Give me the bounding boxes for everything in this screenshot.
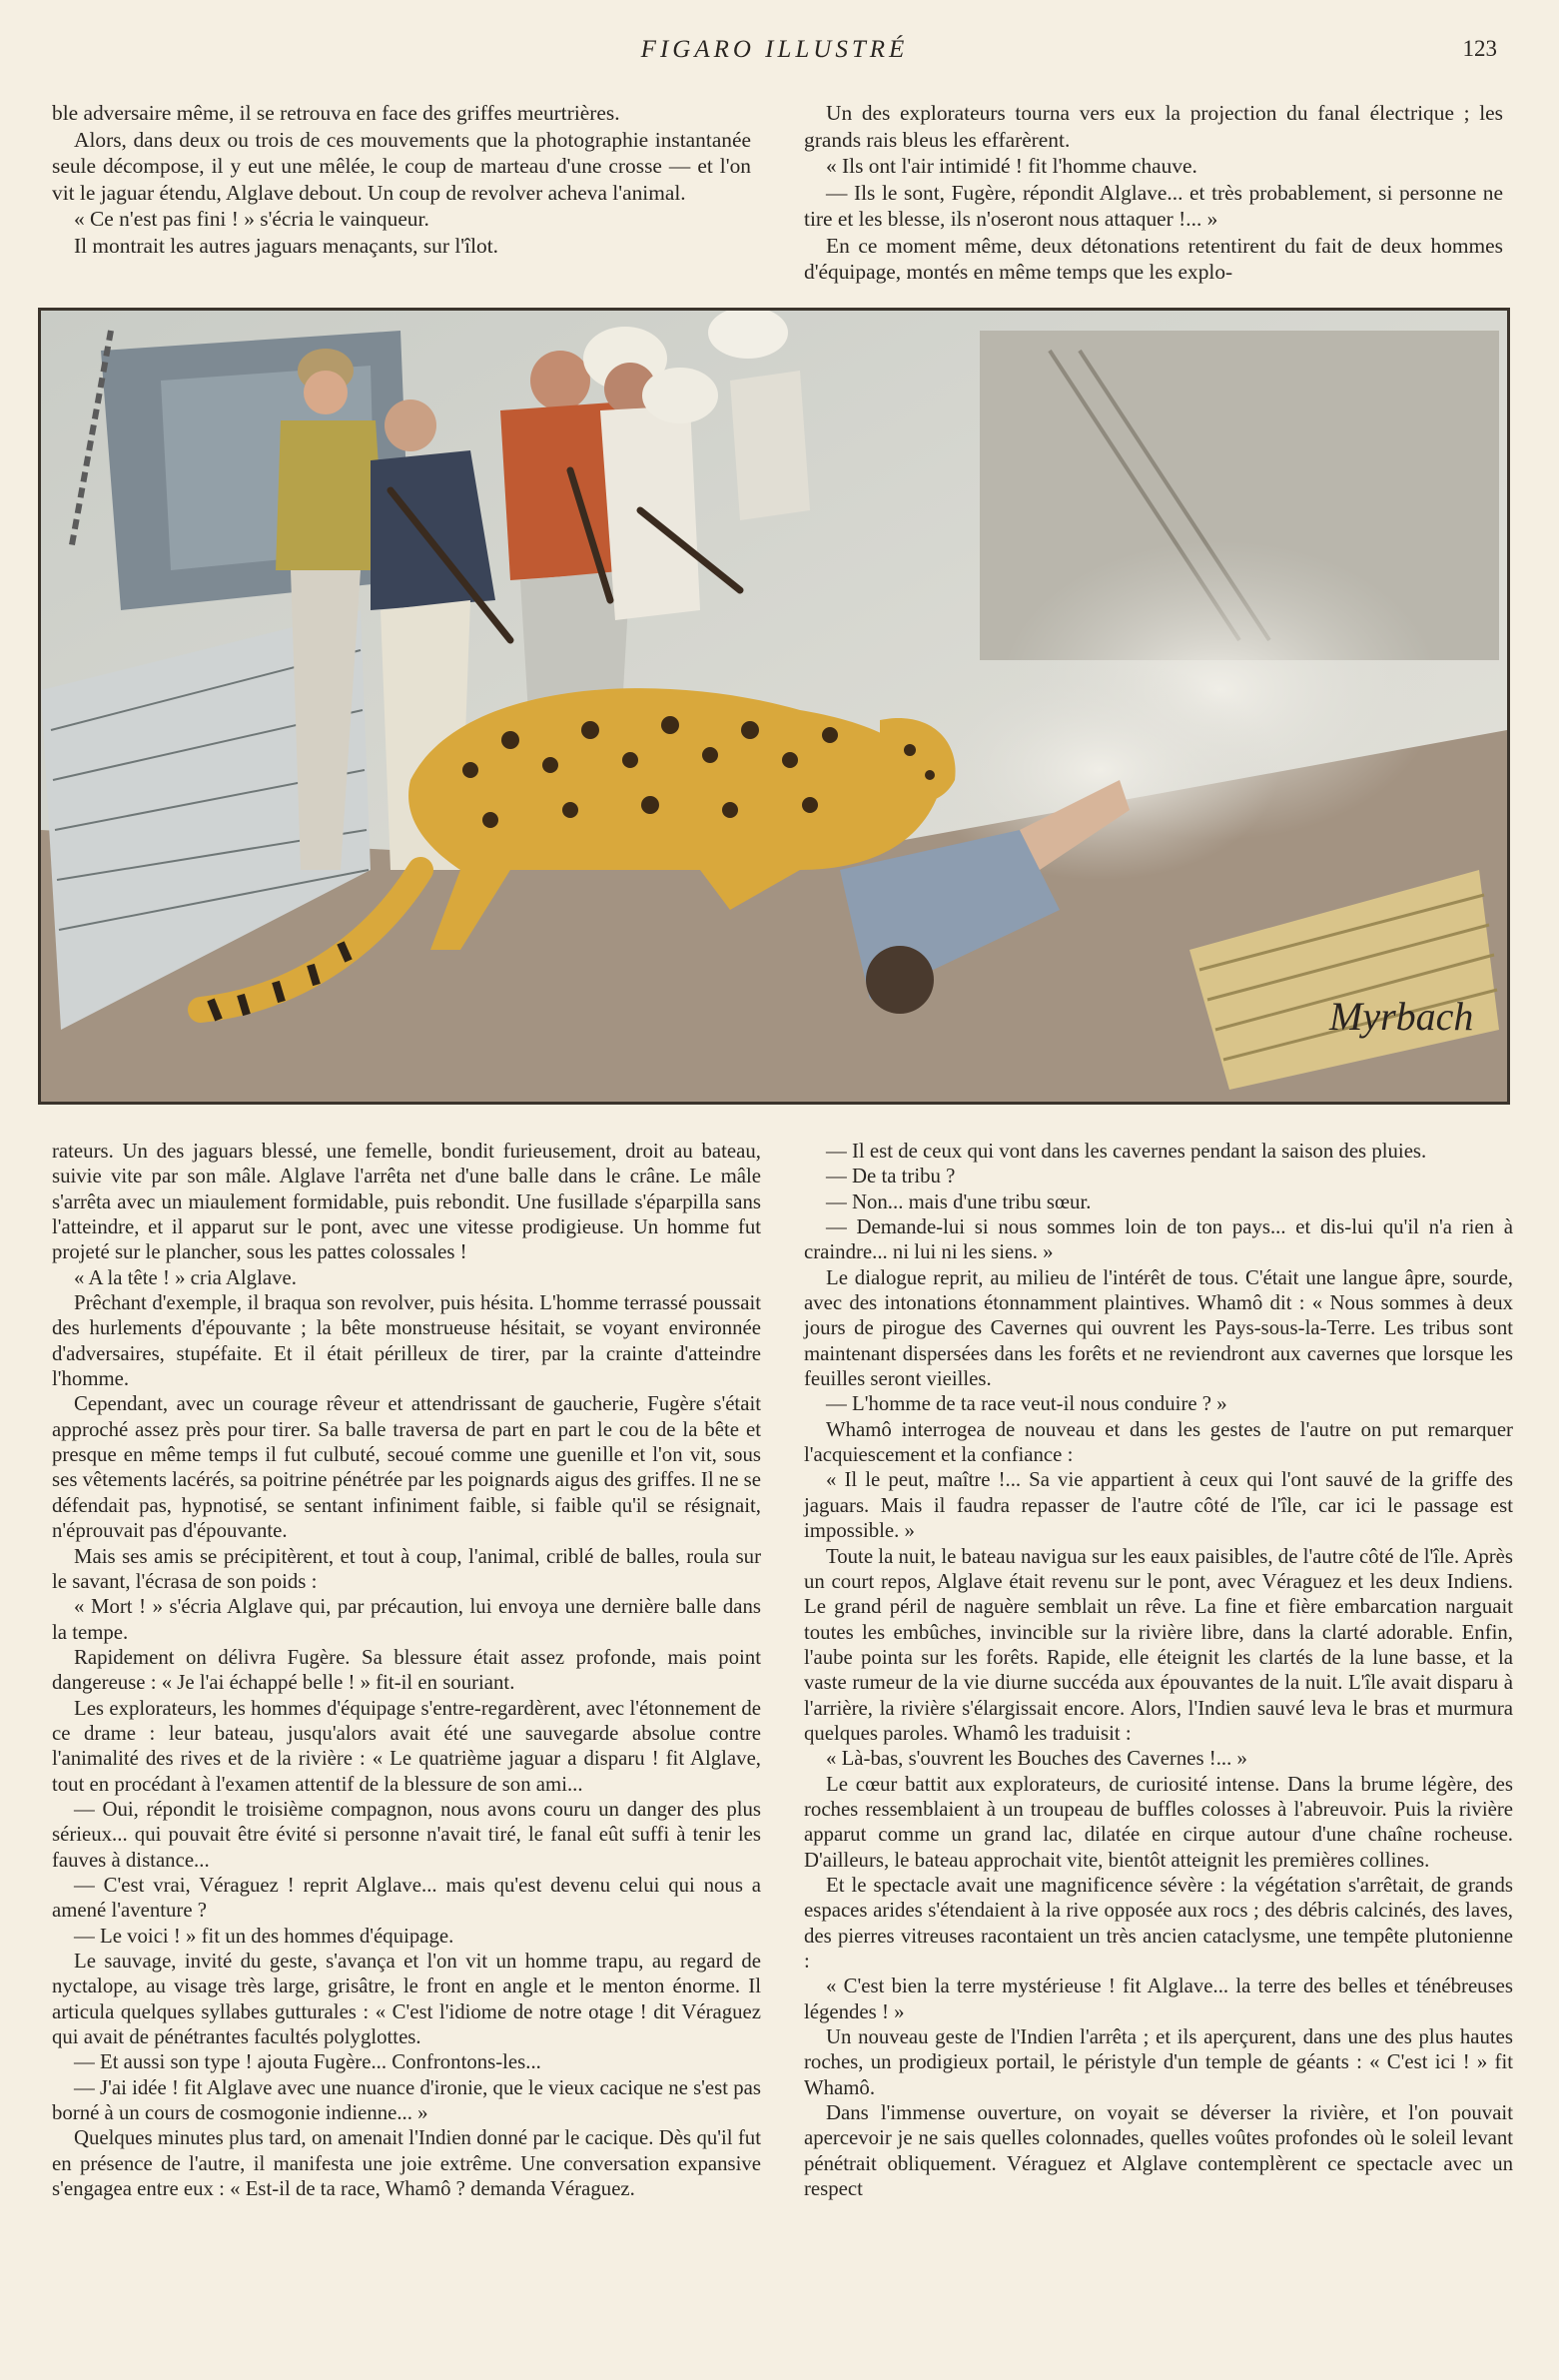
illustration-signature: Myrbach — [1329, 994, 1474, 1039]
paragraph: — J'ai idée ! fit Alglave avec une nuance d'ironie, que le vieux cacique ne s'est pas borné à un cours de cosmogonie indienne... » — [52, 2075, 761, 2125]
paragraph: — Ils le sont, Fugère, répondit Alglave... et très probablement, si personne ne tire et les blesse, ils n'oseront nous attaquer !... » — [804, 180, 1503, 231]
page-header — [52, 30, 1497, 70]
paragraph: « Là-bas, s'ouvrent les Bouches des Cavernes !... » — [826, 1747, 1247, 1771]
paragraph: Et le spectacle avait une magnificence sévère : la végétation s'arrêtait, de grands espaces arides s'étendaient à la rive opposée aux rocs ; des débris calcinés, des laves, des pierres vitreuses racontaient un très ancien cataclysme, une tempête plutonienne : — [804, 1873, 1513, 1973]
paragraph: rateurs. Un des jaguars blessé, une femelle, bondit furieusement, droit au bateau, suivie vite par son mâle. Alglave l'arrêta net d'une balle dans le crâne. Le mâle s'arrêta avec un miaulement formidable, puis rebondit. Une fusillade s'éparpilla sans l'atteindre, et il apparut sur le pont, avec une vitesse prodigieuse. Un homme fut projeté sur le plancher, sous les pattes colossales ! — [52, 1140, 761, 1264]
paragraph: — Le voici ! » fit un des hommes d'équipage. — [74, 1924, 454, 1948]
paragraph: — L'homme de ta race veut-il nous conduire ? » — [826, 1392, 1227, 1416]
paragraph: — Il est de ceux qui vont dans les cavernes pendant la saison des pluies. — [826, 1140, 1427, 1163]
column-top-left — [52, 100, 751, 259]
paragraph: Rapidement on délivra Fugère. Sa blessure était assez profonde, mais point dangereuse : « Je l'ai échappé belle ! » fit-il en souriant. — [52, 1645, 761, 1695]
paragraph: « Ils ont l'air intimidé ! fit l'homme chauve. — [826, 154, 1197, 178]
paragraph: Le sauvage, invité du geste, s'avança et l'on vit un homme trapu, au regard de nyctalope, au visage très large, grisâtre, le front en angle et le menton énorme. Il articula quelques syllabes gutturales : « C'est l'idiome de notre otage ! dit Véraguez qui avait de pénétrantes facultés polyglottes. — [52, 1950, 761, 2049]
paragraph: « Il le peut, maître !... Sa vie appartient à ceux qui l'ont sauvé de la griffe des jaguars. Mais il faudra repasser de l'autre côté de l'île, car ici le passage est impossible. » — [804, 1468, 1513, 1543]
paragraph: « Ce n'est pas fini ! » s'écria le vainqueur. — [74, 207, 429, 231]
column-top-right — [804, 100, 1503, 286]
paragraph: En ce moment même, deux détonations retentirent du fait de deux hommes d'équipage, montés en même temps que les explo- — [804, 233, 1503, 284]
paragraph: Dans l'immense ouverture, on voyait se déverser la rivière, et l'on pouvait apercevoir je ne sais quelles colonnades, quelles voûtes profondes où le soleil levant pénétrait obliquement. Véraguez et Alglave contemplèrent ce spectacle avec un respect — [804, 2101, 1513, 2201]
paragraph: Alors, dans deux ou trois de ces mouvements que la photographie instantanée seule décompose, il y eut une mêlée, le coup de marteau d'une crosse — et l'on vit le jaguar étendu, Alglave debout. Un coup de revolver acheva l'animal. — [52, 127, 751, 205]
paragraph: Le dialogue reprit, au milieu de l'intérêt de tous. C'était une langue âpre, sourde, avec des intonations étonnamment plaintives. Whamô dit : « Nous sommes à deux jours de pirogue des Cavernes qui ouvrent les Pays-sous-la-Terre. Les tribus sont maintenant dispersées dans les forêts et ne reviendront aux cavernes que lorsque les feuilles seront vieilles. — [804, 1265, 1513, 1391]
column-bottom-left — [52, 1139, 761, 2201]
paragraph: — Non... mais d'une tribu sœur. — [826, 1190, 1092, 1213]
paragraph: Whamô interrogea de nouveau et dans les gestes de l'autre on put remarquer l'acquiescement et la confiance : — [804, 1417, 1513, 1467]
paragraph: « C'est bien la terre mystérieuse ! fit Alglave... la terre des belles et ténébreuses légendes ! » — [804, 1975, 1513, 2023]
page-number: 123 — [1462, 36, 1497, 61]
paragraph: — Oui, répondit le troisième compagnon, nous avons couru un danger des plus sérieux... qui pouvait être évité si personne n'avait tiré, le fanal eût suffi à tenir les fauves à distance... — [52, 1797, 761, 1872]
jaguar-attack-illustration — [38, 308, 1510, 1105]
paragraph: Mais ses amis se précipitèrent, et tout à coup, l'animal, criblé de balles, roula sur le savant, l'écrasa de son poids : — [52, 1544, 761, 1593]
paragraph: — Et aussi son type ! ajouta Fugère... Confrontons-les... — [74, 2050, 541, 2074]
paragraph: — Demande-lui si nous sommes loin de ton pays... et dis-lui qu'il n'a rien à craindre... ni lui ni les siens. » — [804, 1215, 1513, 1264]
paragraph: ble adversaire même, il se retrouva en face des griffes meurtrières. — [52, 101, 620, 125]
paragraph: — C'est vrai, Véraguez ! reprit Alglave... mais qu'est devenu celui qui nous a amené l'aventure ? — [52, 1873, 761, 1923]
paragraph: Prêchant d'exemple, il braqua son revolver, puis hésita. L'homme terrassé poussait des hurlements d'épouvante ; la bête monstrueuse hésitait, se voyant environnée d'adversaires, stupéfaite. Et il était périlleux de tirer, par la crainte d'atteindre l'homme. — [52, 1291, 761, 1391]
running-title: FIGARO ILLUSTRÉ — [640, 36, 909, 63]
paragraph: Toute la nuit, le bateau navigua sur les eaux paisibles, de l'autre côté de l'île. Après un court repos, Alglave était revenu sur le pont, avec Véraguez et les deux Indiens. Le grand péril de naguère semblait un rêve. La fine et fière embarcation narguait toutes les embûches, invincible sur la rivière libre, dans la clarté adorable. Enfin, l'aube pointa sur les forêts. Rapide, elle éteignit les clartés de la lune basse, et la vaste rumeur de la vie diurne succéda aux épouvantes de la nuit. L'île avait disparu à l'arrière, la rivière s'élargissait encore. Alors, l'Indien sauvé leva le bras et murmura quelques paroles. Whamô les traduisit : — [804, 1544, 1513, 1745]
paragraph: Quelques minutes plus tard, on amenait l'Indien donné par le cacique. Dès qu'il fut en présence de l'autre, il manifesta une joie extrême. Une conversation expansive s'engagea entre eux : « Est-il de ta race, Whamô ? demanda Véraguez. — [52, 2126, 761, 2201]
paragraph: Cependant, avec un courage rêveur et attendrissant de gaucherie, Fugère s'était approché assez près pour tirer. Sa balle traversa de part en part le cou de la bête et presque en même temps il fut culbuté, secoué comme une guenille et l'on vit, sous ses vêtements lacérés, sa poitrine pénétrée par les poignards aigus des griffes. Il ne se défendait pas, hypnotisé, se sentant infiniment faible, si faible qu'il se résignait, n'éprouvait pas d'épouvante. — [52, 1392, 761, 1543]
paragraph: Un nouveau geste de l'Indien l'arrêta ; et ils aperçurent, dans une des plus hautes roches, un prodigieux portail, le péristyle d'un temple de géants : « C'est ici ! » fit Whamô. — [804, 2025, 1513, 2099]
paragraph: Les explorateurs, les hommes d'équipage s'entre-regardèrent, avec l'étonnement de ce drame : leur bateau, jusqu'alors avait été une sauvegarde absolue contre l'animalité des rives et de la rivière : « Le quatrième jaguar a disparu ! fit Alglave, tout en procédant à l'examen attentif de la blessure de son ami... — [52, 1696, 761, 1796]
paragraph: Le cœur battit aux explorateurs, de curiosité intense. Dans la brume légère, des roches ressemblaient à un troupeau de buffles colosses à l'abreuvoir. Puis la rivière apparut comme un grand lac, dilatée en cirque autour d'une chaîne rocheuse. D'ailleurs, le bateau approchait vite, bientôt atteignit les premières collines. — [804, 1772, 1513, 1872]
paragraph: Il montrait les autres jaguars menaçants, sur l'îlot. — [74, 233, 499, 258]
paragraph: — De ta tribu ? — [826, 1165, 956, 1189]
column-bottom-right — [804, 1139, 1513, 2201]
paragraph: « A la tête ! » cria Alglave. — [74, 1265, 297, 1289]
paragraph: Un des explorateurs tourna vers eux la projection du fanal électrique ; les grands rais bleus les effarèrent. — [804, 101, 1503, 152]
paragraph: « Mort ! » s'écria Alglave qui, par précaution, lui envoya une dernière balle dans la tempe. — [52, 1595, 761, 1644]
